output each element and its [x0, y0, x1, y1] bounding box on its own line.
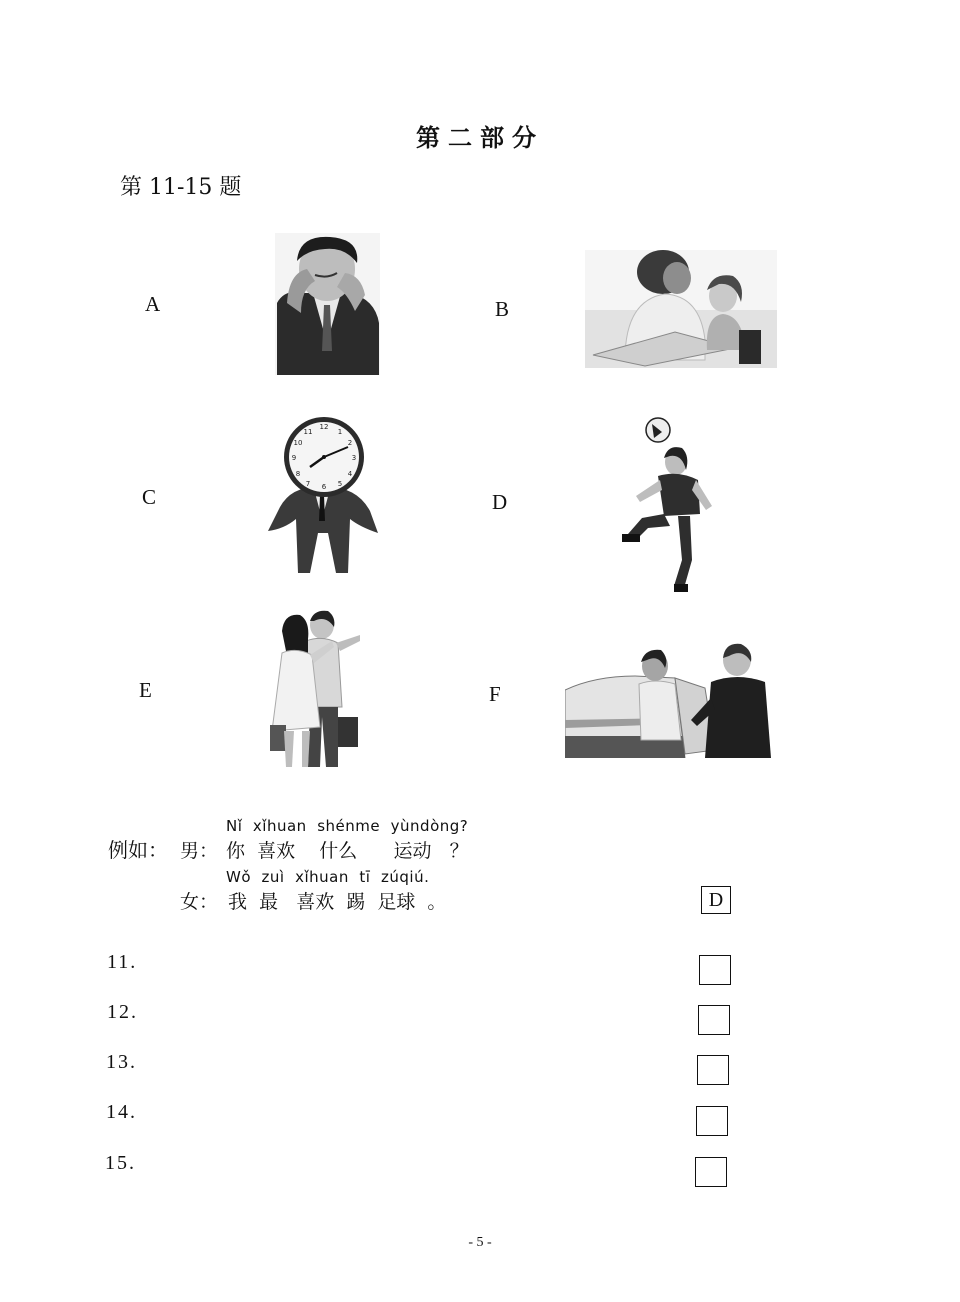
svg-text:4: 4 [347, 470, 353, 478]
question-number-11: 11. [107, 951, 138, 973]
answer-box-15[interactable] [695, 1157, 727, 1187]
svg-text:6: 6 [321, 483, 327, 491]
option-letter-b: B [495, 297, 510, 321]
example-answer-box: D [701, 886, 731, 914]
svg-text:2: 2 [347, 439, 353, 447]
svg-text:5: 5 [337, 480, 343, 488]
answer-box-12[interactable] [698, 1005, 730, 1035]
example-woman-pinyin: Wǒ zuì xǐhuan tī zúqiú. [226, 868, 430, 886]
question-number-12: 12. [107, 1001, 138, 1023]
question-number-15: 15. [105, 1152, 136, 1174]
girl-kicking-soccer-ball-photo-icon [608, 410, 726, 600]
svg-text:8: 8 [295, 470, 301, 478]
svg-text:7: 7 [305, 480, 311, 488]
two-men-by-car-photo-icon [565, 640, 773, 758]
option-letter-a: A [145, 292, 161, 316]
example-man-hanzi: 你 喜欢 什么 运动 ？ [226, 840, 469, 862]
example-label: 例如： [108, 838, 168, 862]
question-number-13: 13. [106, 1051, 137, 1073]
father-and-daughter-reading-photo-icon [585, 250, 777, 368]
question-range: 第 11-15 题 [120, 175, 242, 200]
answer-box-11[interactable] [699, 955, 731, 985]
option-letter-d: D [492, 490, 508, 514]
svg-text:3: 3 [351, 454, 357, 462]
example-man-pinyin: Nǐ xǐhuan shénme yùndòng? [226, 817, 469, 835]
example-woman-hanzi: 我 最 喜欢 踢 足球 。 [228, 891, 447, 913]
svg-text:11: 11 [303, 428, 313, 436]
couple-shopping-photo-icon [262, 607, 364, 770]
question-number-14: 14. [106, 1101, 137, 1123]
answer-box-13[interactable] [697, 1055, 729, 1085]
svg-text:1: 1 [337, 428, 343, 436]
svg-text:12: 12 [319, 423, 329, 431]
section-title: 第二部分 [416, 123, 544, 152]
option-letter-e: E [139, 678, 152, 702]
option-letter-f: F [489, 682, 501, 706]
clock-head-businessman-photo-icon [262, 415, 384, 575]
example-man-label: 男： [180, 840, 219, 862]
example-woman-label: 女： [180, 891, 219, 913]
man-with-headache-photo-icon [275, 233, 380, 375]
svg-text:10: 10 [293, 439, 303, 447]
page-number: - 5 - [468, 1235, 492, 1250]
svg-text:9: 9 [291, 454, 297, 462]
answer-box-14[interactable] [696, 1106, 728, 1136]
option-letter-c: C [142, 485, 157, 509]
